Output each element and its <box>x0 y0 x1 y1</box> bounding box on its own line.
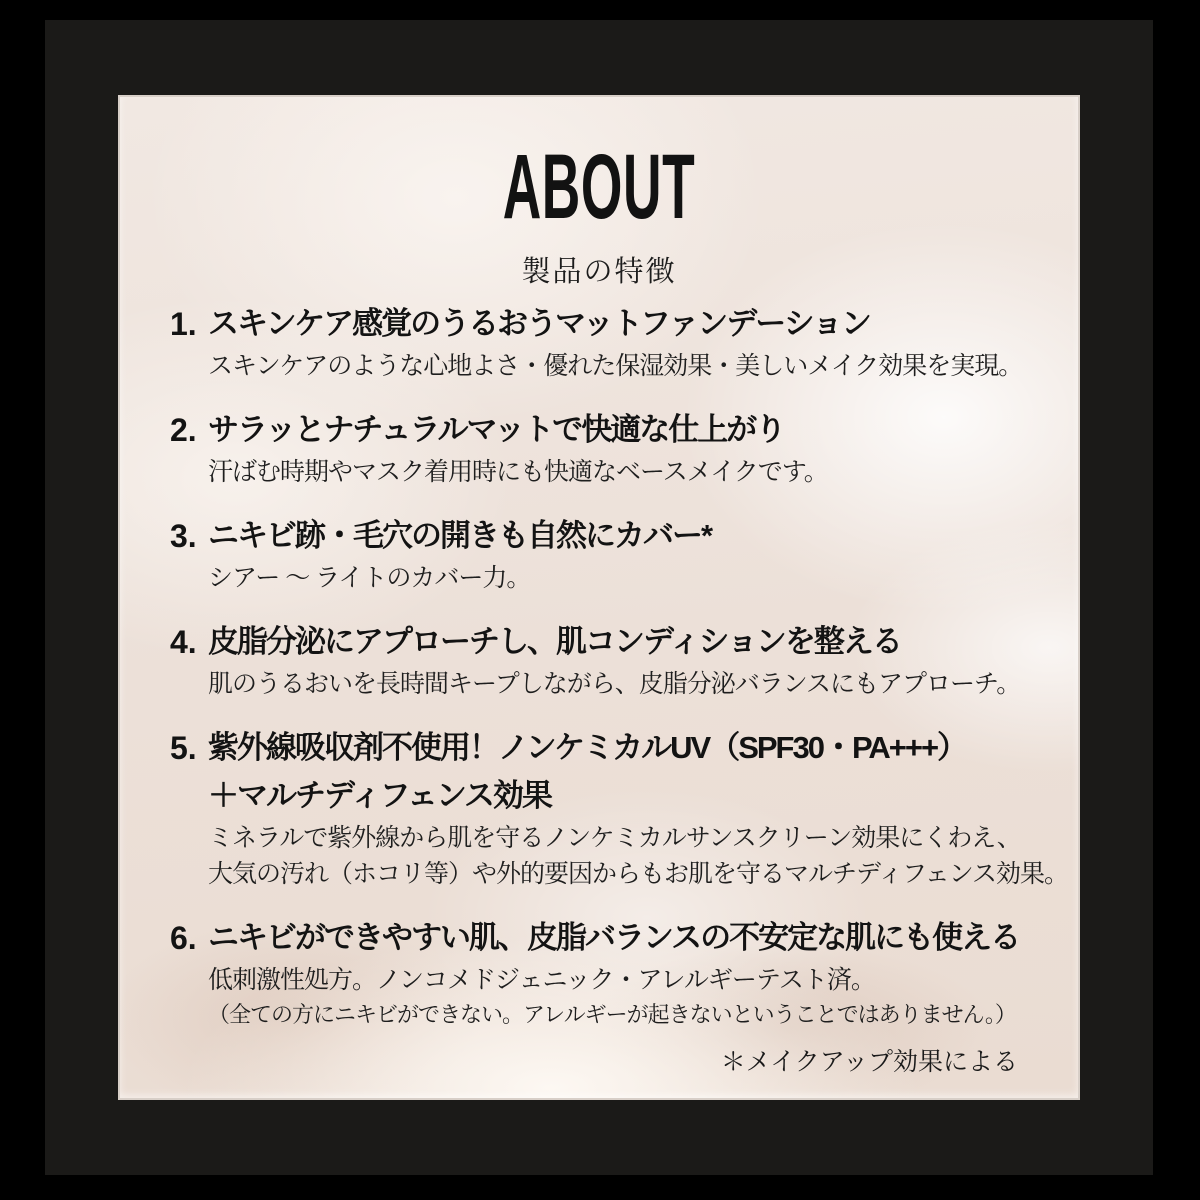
feature-heading-line: ニキビができやすい肌、皮脂バランスの不安定な肌にも使える <box>208 920 1020 955</box>
feature-item <box>170 406 1060 490</box>
feature-heading-line: スキンケア感覚のうるおうマットファンデーション <box>208 306 871 341</box>
page-subtitle: 製品の特徴 <box>521 256 677 288</box>
feature-description <box>170 820 1069 892</box>
feature-heading-row <box>170 300 1060 348</box>
outer-frame <box>45 20 1153 1175</box>
feature-heading-row <box>170 512 1060 560</box>
feature-list <box>170 300 1069 1052</box>
feature-note-line: （全ての方にニキビができない。アレルギーが起きないということではありません。） <box>208 1002 1016 1027</box>
feature-heading-row <box>170 724 1060 820</box>
feature-number: 6. <box>170 920 197 956</box>
feature-body-line: 大気の汚れ（ホコリ等）や外的要因からもお肌を守るマルチディフェンス効果。 <box>208 860 1069 888</box>
feature-item <box>170 618 1060 702</box>
feature-body-line: ミネラルで紫外線から肌を守るノンケミカルサンスクリーン効果にくわえ、 <box>208 824 1021 852</box>
feature-number: 4. <box>170 624 197 660</box>
feature-heading-line: ニキビ跡・毛穴の開きも自然にカバー* <box>208 518 712 553</box>
feature-body-line: 低刺激性処方。ノンコメドジェニック・アレルギーテスト済。 <box>208 966 875 994</box>
feature-description <box>170 962 1060 1030</box>
feature-description <box>170 348 1060 384</box>
page-title: ABOUT <box>502 136 696 238</box>
feature-body-line: 肌のうるおいを長時間キープしながら、皮脂分泌バランスにもアプローチ。 <box>208 670 1021 698</box>
feature-body-line: 汗ばむ時期やマスク着用時にも快適なベースメイクです。 <box>208 458 828 486</box>
feature-heading-line: 紫外線吸収剤不使用！ノンケミカルUV（SPF30・PA+++） <box>208 730 967 765</box>
feature-body-line: シアー ～ ライトのカバー力。 <box>208 564 531 592</box>
footnote: ＊メイクアップ効果による <box>720 1048 1018 1076</box>
feature-description <box>170 560 1060 596</box>
feature-number: 5. <box>170 730 197 766</box>
feature-heading <box>208 300 870 348</box>
feature-heading-row <box>170 406 1060 454</box>
feature-number: 2. <box>170 412 197 448</box>
feature-heading-line: サラッとナチュラルマットで快適な仕上がり <box>208 412 785 447</box>
feature-description <box>170 454 1060 490</box>
feature-item <box>170 512 1060 596</box>
feature-heading <box>208 914 1019 962</box>
feature-heading <box>208 406 784 454</box>
feature-heading <box>208 512 711 560</box>
feature-heading-row <box>170 618 1060 666</box>
panel-header <box>120 97 1078 290</box>
feature-heading-line: ＋マルチディフェンス効果 <box>208 778 552 813</box>
feature-heading <box>208 618 901 666</box>
feature-heading-row <box>170 914 1060 962</box>
about-panel <box>120 97 1078 1098</box>
feature-item <box>170 914 1060 1030</box>
feature-number: 3. <box>170 518 197 554</box>
feature-heading <box>208 724 966 820</box>
feature-item <box>170 300 1060 384</box>
feature-number: 1. <box>170 306 197 342</box>
feature-description <box>170 666 1060 702</box>
feature-item <box>170 724 1069 892</box>
feature-body-line: スキンケアのような心地よさ・優れた保湿効果・美しいメイク効果を実現。 <box>208 352 1023 380</box>
feature-heading-line: 皮脂分泌にアプローチし、肌コンディションを整える <box>208 624 901 659</box>
